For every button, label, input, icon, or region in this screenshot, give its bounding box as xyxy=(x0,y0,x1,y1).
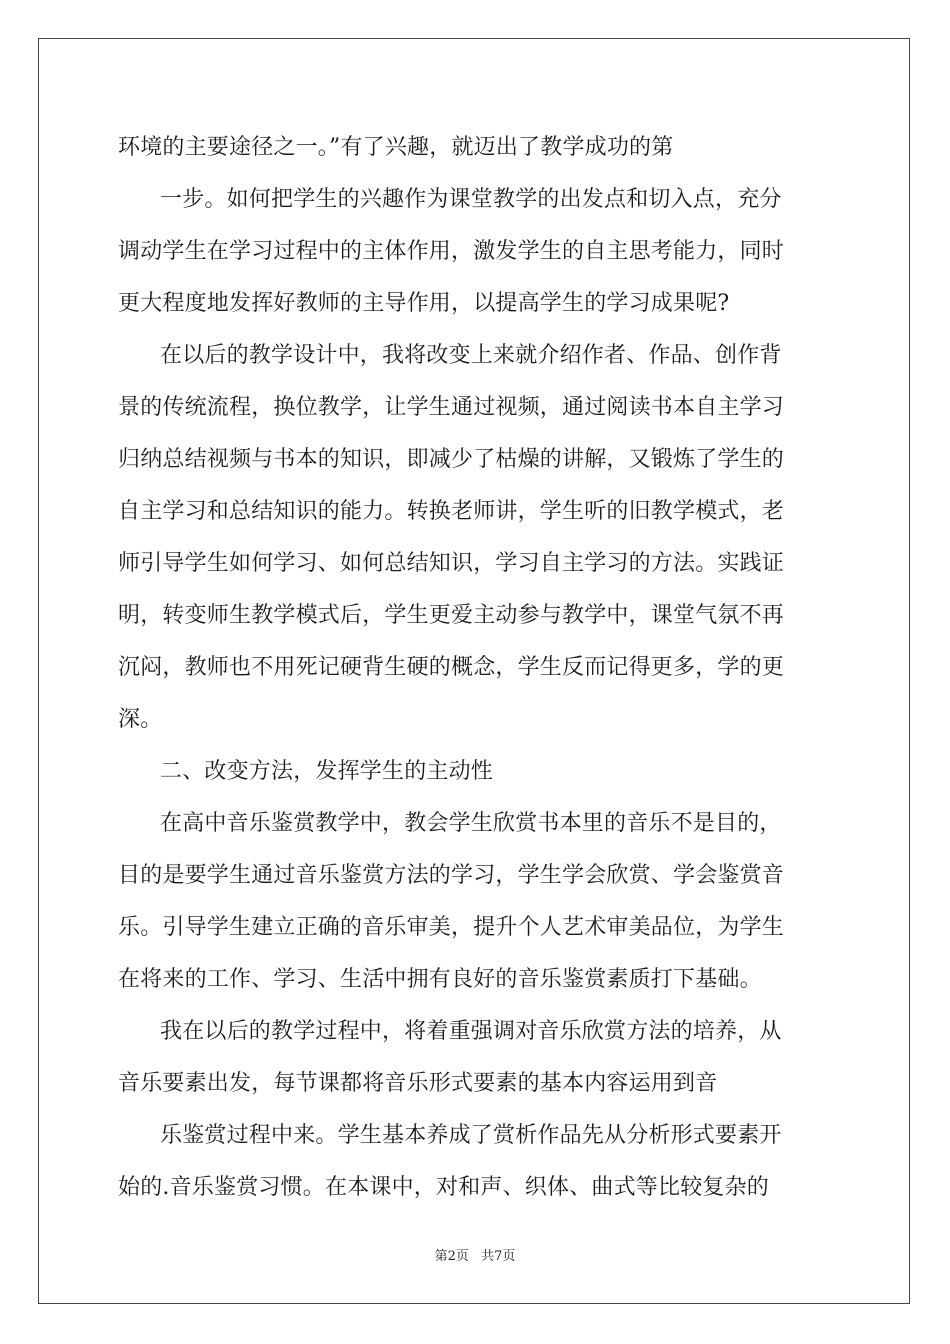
text-line: 一步。如何把学生的兴趣作为课堂教学的出发点和切入点，充分 xyxy=(160,187,782,212)
page-footer xyxy=(0,1245,950,1264)
text-line: 归纳总结视频与书本的知识，即减少了枯燥的讲解，又锻炼了学生的 xyxy=(118,447,785,472)
text-line: 目的是要学生通过音乐鉴赏方法的学习，学生学会欣赏、学会鉴赏音 xyxy=(118,863,785,888)
text-line: 我在以后的教学过程中，将着重强调对音乐欣赏方法的培养，从 xyxy=(160,1019,782,1044)
page-total: 共7页 xyxy=(481,1249,516,1264)
text-line: 乐。引导学生建立正确的音乐审美，提升个人艺术审美品位，为学生 xyxy=(118,915,785,940)
text-line: 更大程度地发挥好教师的主导作用，以提高学生的学习成果呢? xyxy=(118,291,730,316)
text-line: 自主学习和总结知识的能力。转换老师讲，学生听的旧教学模式，老 xyxy=(118,499,785,524)
text-line: 深。 xyxy=(118,707,163,732)
text-line: 在将来的工作、学习、生活中拥有良好的音乐鉴赏素质打下基础。 xyxy=(118,967,762,992)
text-line: 乐鉴赏过程中来。学生基本养成了赏析作品先从分析形式要素开 xyxy=(160,1123,782,1148)
text-line: 在高中音乐鉴赏教学中，教会学生欣赏书本里的音乐不是目的， xyxy=(160,811,782,836)
section-heading: 二、改变方法，发挥学生的主动性 xyxy=(160,759,494,784)
text-line: 沉闷，教师也不用死记硬背生硬的概念，学生反而记得更多，学的更 xyxy=(118,655,785,680)
text-line: 调动学生在学习过程中的主体作用，激发学生的自主思考能力，同时 xyxy=(118,239,785,264)
text-line: 环境的主要途径之一。”有了兴趣，就迈出了教学成功的第 xyxy=(118,135,674,160)
text-line: 明，转变师生教学模式后，学生更爱主动参与教学中，课堂气氛不再 xyxy=(118,603,785,628)
text-line: 景的传统流程，换位教学，让学生通过视频，通过阅读书本自主学习 xyxy=(118,395,785,420)
text-line: 在以后的教学设计中，我将改变上来就介绍作者、作品、创作背 xyxy=(160,343,782,368)
text-line: 音乐要素出发，每节课都将音乐形式要素的基本内容运用到音 xyxy=(118,1071,718,1096)
text-line: 始的.音乐鉴赏习惯。在本课中，对和声、织体、曲式等比较复杂的 xyxy=(118,1175,769,1200)
text-line: 师引导学生如何学习、如何总结知识，学习自主学习的方法。实践证 xyxy=(118,551,785,576)
page-number: 第2页 xyxy=(434,1249,469,1264)
